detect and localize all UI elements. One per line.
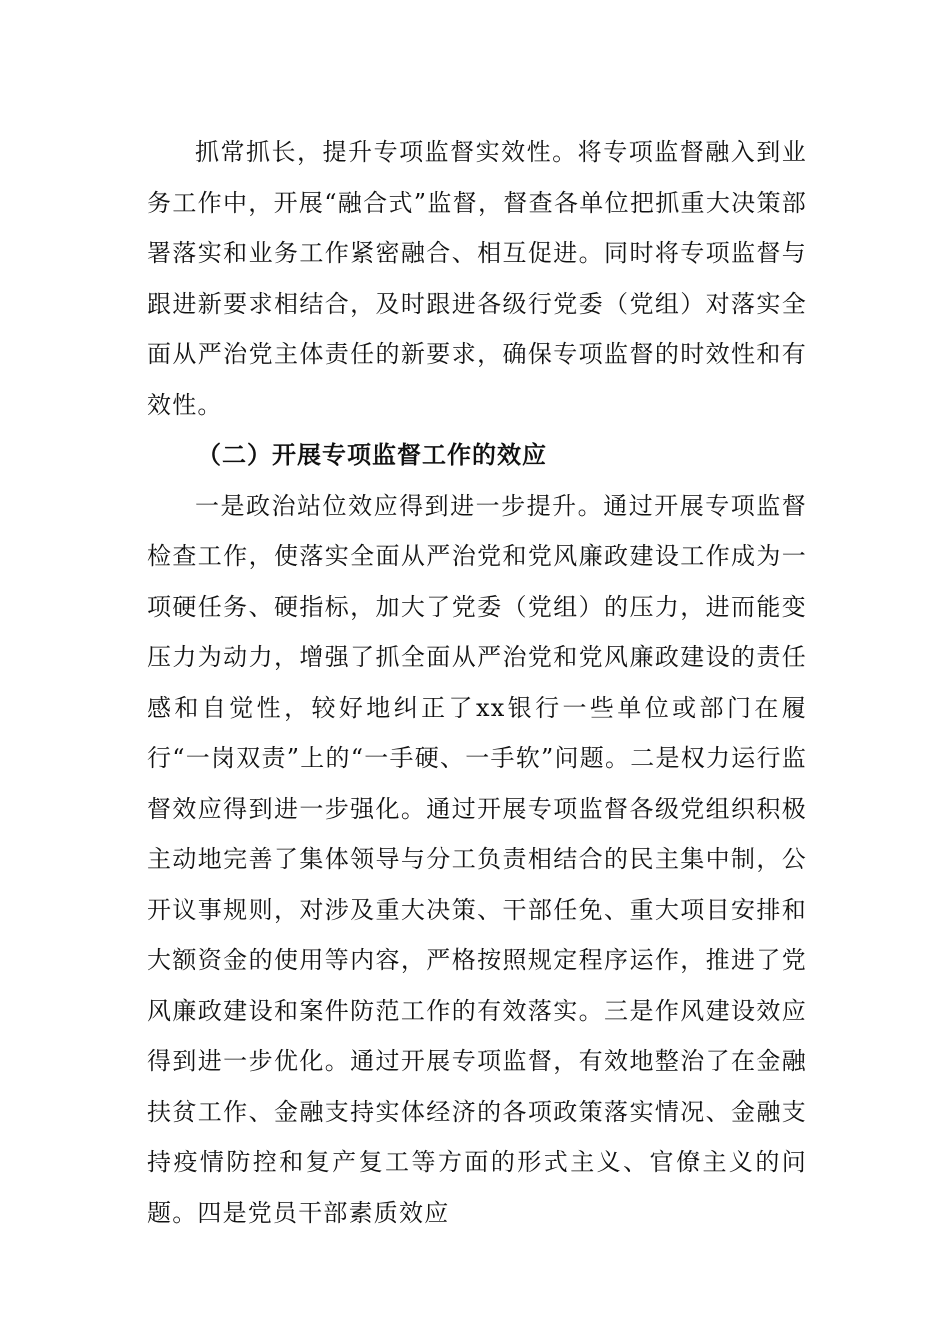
paragraph-1: 抓常抓长，提升专项监督实效性。将专项监督融入到业务工作中，开展“融合式”监督，督查各单位把抓重大决策部署落实和业务工作紧密融合、相互促进。同时将专项监督与跟进新要求相结合，及时跟进各级行党委（党组）对落实全面从严治党主体责任的新要求，确保专项监督的时效性和有效性。 <box>147 138 807 419</box>
document-body <box>147 127 807 1238</box>
section-heading-2: （二）开展专项监督工作的效应 <box>197 441 547 469</box>
paragraph-2: 一是政治站位效应得到进一步提升。通过开展专项监督检查工作，使落实全面从严治党和党风廉政建设工作成为一项硬任务、硬指标，加大了党委（党组）的压力，进而能变压力为动力，增强了抓全面从严治党和党风廉政建设的责任感和自觉性，较好地纠正了xx银行一些单位或部门在履行“一岗双责”上的“一手硬、一手软”问题。二是权力运行监督效应得到进一步强化。通过开展专项监督各级党组织积极主动地完善了集体领导与分工负责相结合的民主集中制，公开议事规则，对涉及重大决策、干部任免、重大项目安排和大额资金的使用等内容，严格按照规定程序运作，推进了党风廉政建设和案件防范工作的有效落实。三是作风建设效应得到进一步优化。通过开展专项监督，有效地整治了在金融扶贫工作、金融支持实体经济的各项政策落实情况、金融支持疫情防控和复产复工等方面的形式主义、官僚主义的问题。四是党员干部素质效应 <box>147 491 807 1227</box>
